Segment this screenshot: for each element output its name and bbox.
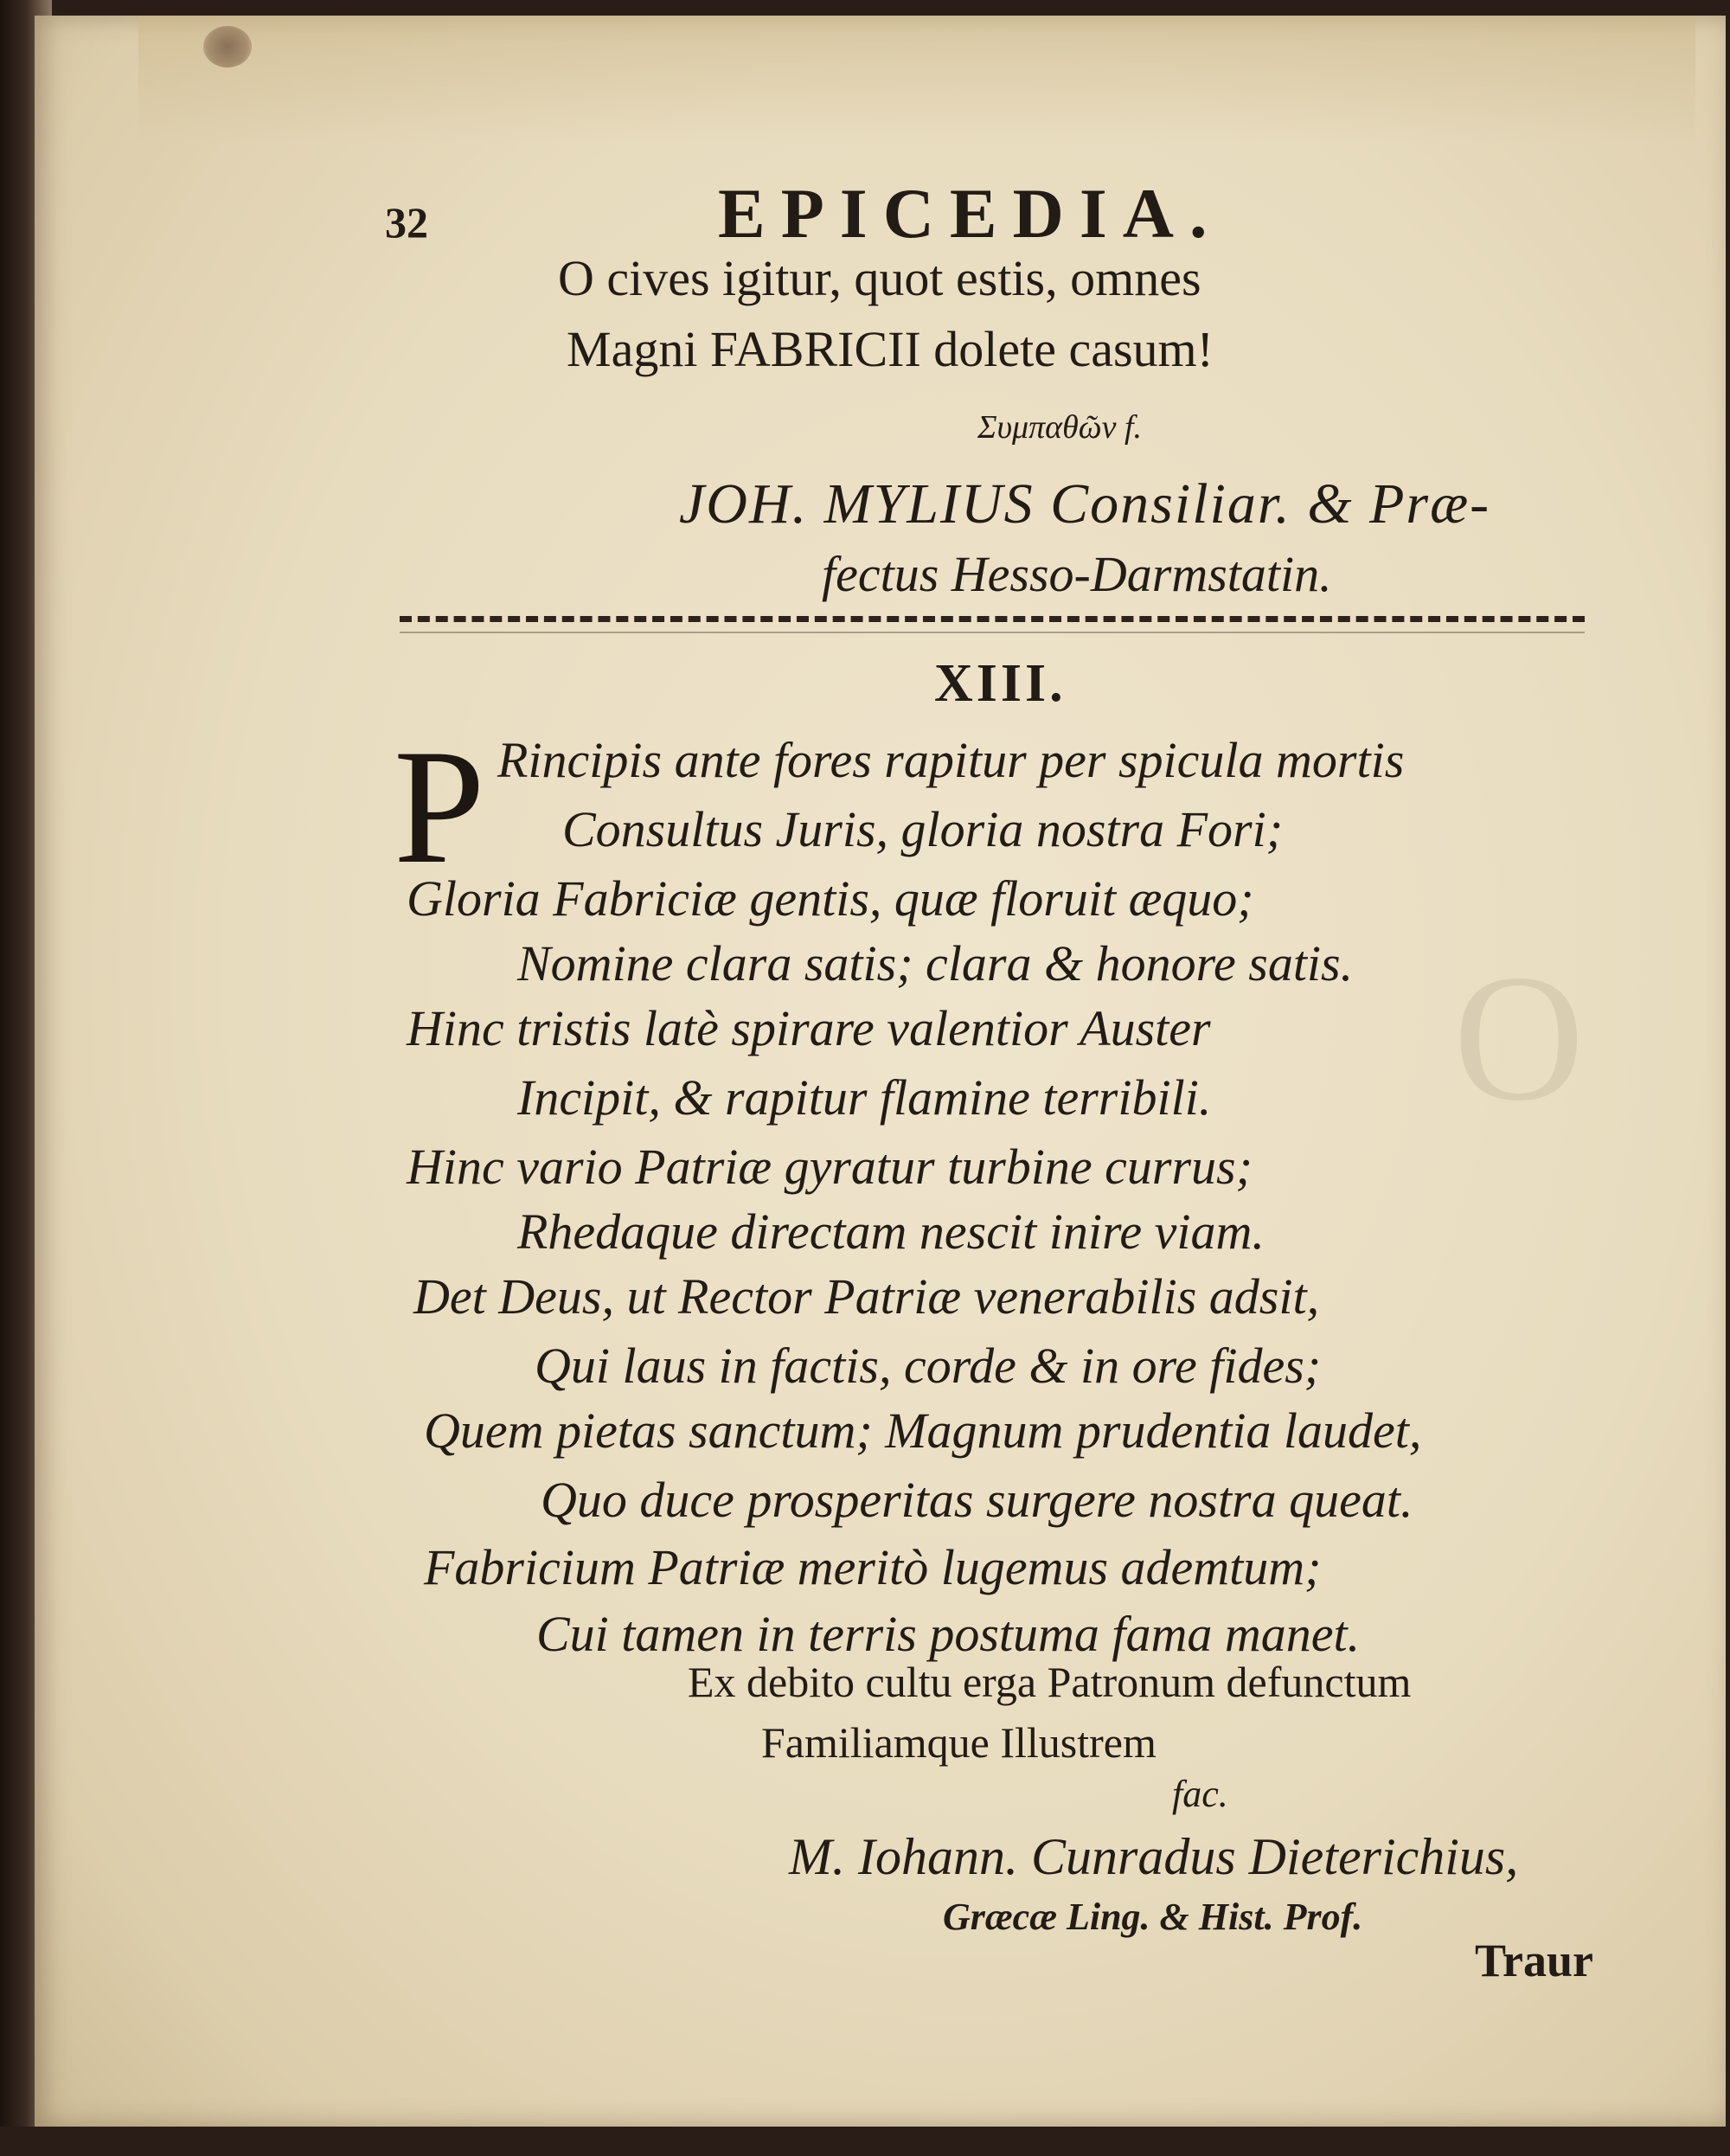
poem-numeral: XIII. (934, 654, 1067, 713)
verse-line-3: Gloria Fabriciæ gentis, quæ floruit æquo; (407, 870, 1254, 927)
verse-line-2: Consultus Juris, gloria nostra Fori; (562, 801, 1284, 857)
greek-subscription: Συμπαθῶν f. (977, 409, 1142, 446)
verse-line-6: Incipit, & rapitur flamine terribili. (517, 1069, 1212, 1126)
verse-line-10: Qui laus in factis, corde & in ore fides; (535, 1338, 1322, 1394)
background-edge (0, 2127, 1730, 2156)
verse-line-1: Rincipis ante fores rapitur per spicula mortis (497, 732, 1405, 788)
verse-line-9: Det Deus, ut Rector Patriæ venerabilis adsit, (413, 1268, 1320, 1325)
previous-author-line-1: JOH. MYLIUS Consiliar. & Præ- (679, 472, 1491, 536)
verse-line-7: Hinc vario Patriæ gyratur turbine currus; (407, 1139, 1253, 1195)
signature-name: M. Iohann. Cunradus Dieterichius, (789, 1828, 1519, 1885)
page-stain (138, 16, 1695, 145)
previous-author-line-2: fectus Hesso-Darmstatin. (822, 546, 1332, 602)
section-divider-shadow (400, 632, 1585, 633)
verse-line-8: Rhedaque directam nescit inire viam. (517, 1203, 1265, 1260)
verse-line-11: Quem pietas sanctum; Magnum prudentia laudet, (424, 1402, 1422, 1459)
verse-line-13: Fabricium Patriæ meritò lugemus ademtum; (424, 1539, 1322, 1595)
previous-poem-line-2: Magni FABRICII dolete casum! (567, 321, 1214, 377)
verse-line-14: Cui tamen in terris postuma fama manet. (536, 1606, 1361, 1662)
show-through-text: O (1453, 938, 1585, 1139)
drop-cap: P (394, 716, 485, 898)
signature-title: Græcæ Ling. & Hist. Prof. (943, 1896, 1363, 1938)
ink-spot (203, 26, 252, 67)
running-head: EPICEDIA. (718, 174, 1223, 253)
dedication-line-2: Familiamque Illustrem (761, 1718, 1157, 1767)
verse-line-5: Hinc tristis latè spirare valentior Auster (407, 1000, 1211, 1056)
verse-line-12: Quo duce prosperitas surgere nostra queat. (541, 1472, 1413, 1528)
catchword: Traur (1475, 1935, 1593, 1986)
dedication-line-1: Ex debito cultu erga Patronum defunctum (688, 1658, 1412, 1706)
previous-poem-line-1: O cives igitur, quot estis, omnes (558, 250, 1201, 306)
page-number: 32 (385, 198, 428, 247)
fac-abbreviation: fac. (1172, 1773, 1228, 1815)
verse-line-4: Nomine clara satis; clara & honore satis. (517, 935, 1354, 991)
section-divider-rule (400, 616, 1585, 622)
